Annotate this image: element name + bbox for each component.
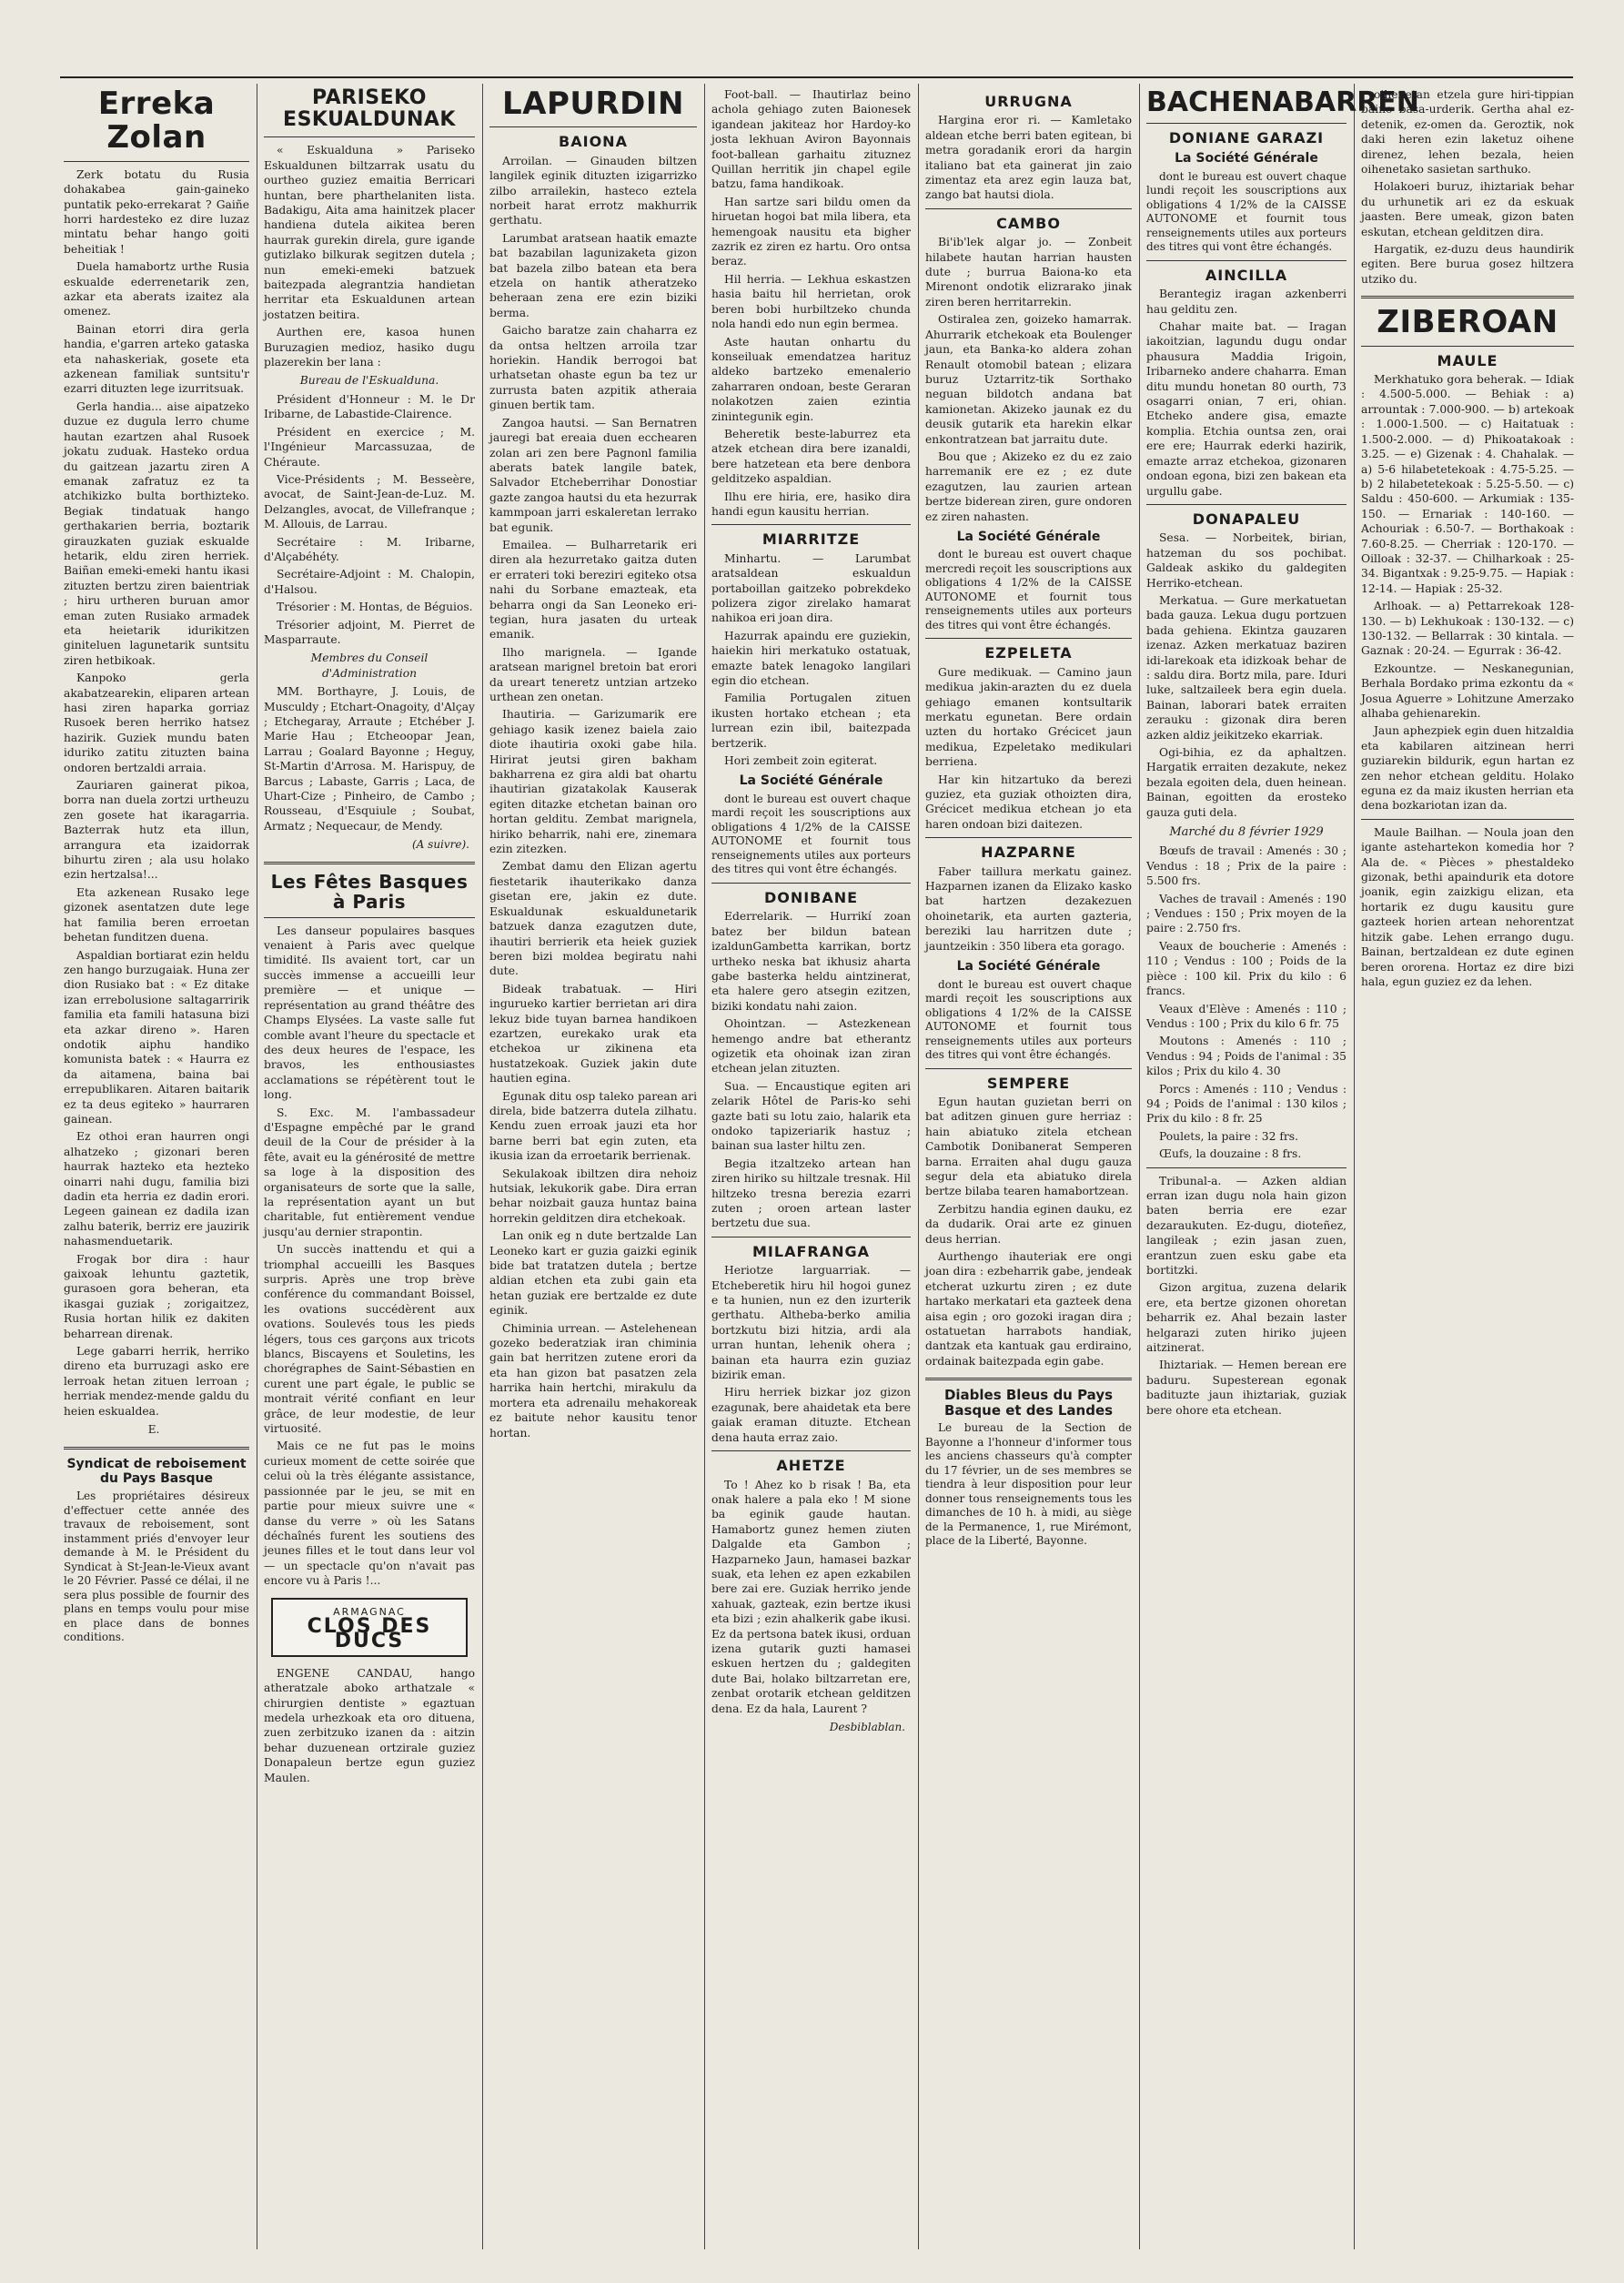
paragraph: Ohointzan. — Astezkenean hemengo andre bat etherantz ogizetik eta ohoinak izan ziran etchean jelan zituzten. bbox=[711, 1017, 911, 1076]
town-heading-baiona: BAIONA bbox=[559, 133, 628, 151]
paragraph: Duela hamabortz urthe Rusia eskualde ederrenetarik zen, azkar eta aberats izaitez ala omenez. bbox=[64, 260, 249, 318]
paragraph: Hori zembeit zoin egiterat. bbox=[724, 754, 878, 768]
paragraph: Berantegiz iragan azkenberri hau gelditu zen. bbox=[1146, 288, 1347, 316]
paragraph: Aspaldian bortiarat ezin heldu zen hango burzugaiak. Huna zer dion Rusiako bat : « Ez ditake izan errebolusione saltagarririk familia eta famili hatasuna bizi eta azkar direno ». Haren ondotik aiphu handiko komunista batek : « Haurra ez da aitamena, baina bai errepublikaren. Aitaren baitarik ez ta deus egiteko » haurraren gainean. bbox=[64, 948, 249, 1126]
paragraph: Eta azkenean Rusako lege gizonek asentatzen dute lege hat familia beren erroetan behetan funditzen duena. bbox=[64, 885, 249, 945]
town-heading-ahetze: AHETZE bbox=[776, 1457, 846, 1475]
article-title-erreka-zolan: Erreka Zolan bbox=[97, 86, 216, 157]
column-rule bbox=[704, 84, 705, 2249]
column-1 bbox=[64, 87, 249, 2253]
article-body bbox=[711, 909, 911, 1231]
town-heading-maule: MAULE bbox=[1437, 351, 1498, 369]
paragraph: Beheretik beste-laburrez eta atzek etchean dira bere izanaldi, bere hatzetean eta bere denbora gelditzeko aspaldian. bbox=[711, 427, 911, 486]
divider bbox=[1146, 504, 1347, 505]
paragraph: Egunak ditu osp taleko parean ari direla, bide batzerra dutela zilhatu. Kendu zuen erroak jauzi eta hor barne berri bat egin zuten, eta ikusia izan da erroetarik berrienak. bbox=[489, 1089, 697, 1163]
town-heading-donapaleu: DONAPALEU bbox=[1192, 510, 1301, 528]
paragraph: Zangoa hautsi. — San Bernatren jauregi bat ereaia duen ecchearen zolan ari zen bere Pagnonl familia aberats batek langile batek, Salvador Etcheberrihar Donostiar gazte zangoa hautsi du eta hezurrak kammpoan jarri eskaleretan lerrako bat egunik. bbox=[489, 416, 697, 534]
column-4 bbox=[711, 87, 911, 2253]
paragraph: Moutons : Amenés : 110 ; Vendus : 94 ; Poids de l'animal : 35 kilos ; Prix du kilo 4. 30 bbox=[1146, 1035, 1347, 1078]
divider bbox=[925, 837, 1132, 838]
town-heading-hazparne: HAZPARNE bbox=[981, 843, 1076, 862]
section-heading: Bureau de l'Eskualduna. bbox=[299, 374, 439, 388]
article-body bbox=[711, 1263, 911, 1445]
section-title-ziberoan: ZIBEROAN bbox=[1377, 304, 1558, 341]
paragraph: Sesa. — Norbeitek, birian, hatzeman du sos pochibat. Galdeak askiko du galdegiten Herriko-etchean. bbox=[1146, 531, 1347, 590]
paragraph: Ez othoi eran haurren ongi alhatzeko ; gizonari beren haurrak hazteko eta hezteko oinarri nahi dugu, familia bizi dadin eta herria ez dadin erori. Legeen gainean ez dadila izan zalhu baterik, berriz ere jauzirik nahasmenduetarik. bbox=[64, 1130, 249, 1248]
divider bbox=[1361, 296, 1574, 298]
divider bbox=[925, 638, 1132, 639]
paragraph: Ilho marignela. — Igande aratsean marignel bretoin bat erori da ureart teneretz untzian artzeko urthean zen onetan. bbox=[489, 645, 697, 704]
town-heading-milafranga: MILAFRANGA bbox=[752, 1242, 870, 1260]
article-body bbox=[489, 154, 697, 1318]
advertisement-armagnac bbox=[271, 1598, 468, 1657]
paragraph: « Eskualduna » Pariseko Eskualdunen biltzarrak usatu du ourtheo guziez emaitia Berricari huntan, bere pharthelaniten lista. Badakigu, Aita ama hainitzek placer handiena dutela aikitea beren haurrak gurekin direla, gure igande gutizlako bilkurak segitzen dutela ; nun emeki-emeki batzuek baitezpada alegrantzia handietan herritar eta Eskualdunen artean jostatzen beitira. bbox=[264, 144, 475, 321]
paragraph: Emailea. — Bulharretarik eri diren ala hezurretako gaitza duten er errateri toki bereziri egiteko otsa nahi du Sorbane emazteak, eta beharra ongi da San Leoneko eri-tegian, hura jasaten du urteak emanik. bbox=[489, 538, 697, 641]
column-2 bbox=[264, 87, 475, 2253]
notice-title-societe-generale: La Société Générale bbox=[956, 529, 1101, 544]
divider bbox=[711, 524, 911, 525]
maule-market-prices: Merkhatuko gora beherak. — Idiak : 4.500-5.000. — Behiak : a) arrountak : 7.000-900. — b) artekoak : 1.000-1.500. — c) Haitatuak : 1.500-2.000. — d) Phikoatakoak : 3.25. — e) Gizenak : 4. Chahalak. — a) 5-6 hilabetetekoak : 4.75-5.25. — b) 2 hilabetetekoak : 5.25-5.50. — c) Saldu : 450-600. — Arkumiak : 135-150. — Ernariak : 140-160. — Achouriak : 6.50-7. — Borthakoak : 7.60-8.25. — Cherriak : 120-170. — Oilloak : 32-37. — Chilharkoak : 25-34. Bigantxak : 9.25-9.75. — Hapiak : 12-14. — Hapiak : 25-32. bbox=[1361, 373, 1574, 595]
dentist-notice: ENGENE CANDAU, hango atheratzale aboko arthatzale « chirurgien dentiste » egaztuan medela urhezkoak eta oro dituena, zuen zerbitzuko izanen da : aitzin behar duzuenean ortzirale guziez Donapaleun bertze egun guziez Maulen. bbox=[264, 1666, 475, 1784]
article-body bbox=[64, 167, 249, 1419]
paragraph: Zembat damu den Elizan agertu fiestetarik ihauterikako danza gisetan ere, jakin ez dute. Eskualdunak eskualdunetarik batzuek danza ezagutzen dute, ihautiri berrierik eta heiek guziek beren bizi moldea begiratu nahi dute. bbox=[489, 860, 697, 978]
paragraph: Gizon argitua, zuzena delarik ere, eta bertze gizonen ohoretan beharrik ez. Ahal bezain laster helgarazi zuten hiriko jujeen aitzinerat. bbox=[1146, 1281, 1347, 1355]
article-body bbox=[1361, 87, 1574, 287]
article-body bbox=[711, 87, 911, 519]
divider bbox=[264, 136, 475, 137]
paragraph: Egun hautan guzietan berri on bat aditzen ginuen gure herriaz : hain abiatuko zitela etchean Cambotik Donibanerat Semperen barna. Erraiten ahal dugu gauza segur dela eta abiatuko direla bertze bilaba tearen hamabortzean. bbox=[925, 1095, 1132, 1198]
paragraph: Tribunal-a. — Azken aldian erran izan dugu nola hain gizon baten berria ere ezar dezaraukuten. Ez-dugu, dioteñez, langileak ; ezin jasan zuen, erantzun zuen esku gabe eta bortitzki. bbox=[1146, 1174, 1347, 1277]
paragraph: Bou que ; Akizeko ez du ez zaio harremanik ere ez ; ez dute ezagutzen, lau zaurien artean bertze biderean ziren, gure ondoren ez ziren nahasten. bbox=[925, 450, 1132, 523]
divider bbox=[1361, 346, 1574, 347]
paragraph: Zerbitzu handia eginen dauku, ez da dudarik. Orai arte ez ginuen deus herrian. bbox=[925, 1202, 1132, 1246]
paragraph: Secrétaire-Adjoint : M. Chalopin, d'Halsou. bbox=[264, 568, 475, 596]
town-heading-sempere: SEMPERE bbox=[986, 1074, 1071, 1092]
paragraph: Secrétaire : M. Iribarne, d'Alçabéhéty. bbox=[264, 535, 475, 563]
paragraph: Bideak trabatuak. — Hiri ingurueko kartier berrietan ari dira lekuz bide tuyan barnea handikoen ezartzen, eurekako urak eta etchekoa ur zikinena eta hustatzekoak. Guziek jakin dute hautien egina. bbox=[489, 982, 697, 1086]
paragraph: Sua. — Encaustique egiten ari zelarik Hôtel de Paris-ko sehi gazte bati su lotu zaio, halarik eta ondoko tapizeriarik hastuz ; bainan sua laster hiltu zen. bbox=[711, 1079, 911, 1153]
paragraph: Poulets, la paire : 32 frs. bbox=[1159, 1129, 1299, 1143]
notice-body-reboisement: Les propriétaires désireux d'effectuer cette année des travaux de reboisement, sont instamment priés d'envoyer leur demande à M. le Président du Syndicat à St-Jean-le-Vieux avant le 20 Février. Passé ce délai, il ne sera plus possible de fournir des plans en temps voulu pour mise en place dans de bonnes conditions. bbox=[64, 1490, 249, 1644]
section-heading: Membres du Conseil d'Administration bbox=[310, 652, 429, 680]
paragraph: Hiru herriek bizkar joz gizon ezagunak, bere ahaidetak eta bere gaiak eraman dituzte. Etchean dena hauta erraz zaio. bbox=[711, 1386, 911, 1444]
divider bbox=[1146, 1167, 1347, 1168]
paragraph: Zerk botatu du Rusia dohakabea gain-gaineko puntatik peko-errekarat ? Gaiñe horri hardesteko ez dire luzaz mintatu behar hango goiti beheitiak ! bbox=[64, 167, 249, 256]
paragraph: Foot-ball. — Ihautirlaz beino achola gehiago zuten Baionesek igandean jakiteaz hor Hardoy-ko josta lekhuan Aviron Bayonnais foot-ballean garhaitu zituznez Quillan herritik jin chapel egile batzu, fama handikoak. bbox=[711, 88, 911, 191]
ahetze-article: To ! Ahez ko b risak ! Ba, eta onak halere a pala eko ! M sione ba eginik gaude hautan. Hamabortz gunez hemen ziuten Dalgalde eta Gambon ; Hazparneko Jaun, hamasei bazkar suak, eta lehen ez apen ezkabilen bere zai ere. Guziak herriko jende xahuak, gazteak, ezin bertze ikusi eta bizi ; ezin ahalkerik gabe ikusi. Ez da pertsona batek ikusi, orduan izena gutarik guzti hamasei eskuen hertzen du ; galdegiten dute Bai, holako biltzarretan ere, zenbat orotarik etchean gelditzen dena. Ez da hala, Laurent ? bbox=[711, 1478, 911, 1715]
column-6 bbox=[1146, 86, 1419, 2253]
paragraph: Trésorier adjoint, M. Pierret de Masparraute. bbox=[264, 618, 475, 646]
paragraph: Bœufs de travail : Amenés : 30 ; Vendus : 18 ; Prix de la paire : 5.500 frs. bbox=[1146, 844, 1347, 888]
paragraph: Aste hautan onhartu du konseiluak emendatzea harituz aldeko bartzeko emenalerio zaharraren ondoan, beste Geraran nolakotzen zaien ezintia zinintegunik egin. bbox=[711, 335, 911, 423]
maule-bailhan-article: Maule Bailhan. — Noula joan den igante astehartekon komedia hor ? Ala de. « Pièces » phestaldeko gizonak, bethi apaindurik eta dotore joanik, egin zaizkigu elizan, eta hortarik ez dugu kausitu gure gazteek horien artean nehorentzat hitzik gabe. Lehen errango dugu. Bainan, bertzaldean ez dute eginen beren ororena. Hortaz ez dire bizi hala, egun guziez ez da lehen. bbox=[1361, 825, 1574, 988]
column-rule bbox=[1139, 84, 1140, 2249]
paragraph: Ogi-bihia, ez da aphaltzen. Hargatik erraiten dezakute, nekez bezala egoiten dela, duen heinean. Bainan, egoitten da erosteko gauza guti dela. bbox=[1146, 746, 1347, 819]
notice-title-diables-bleus: Diables Bleus du Pays Basque et des Landes bbox=[943, 1387, 1114, 1419]
divider bbox=[64, 161, 249, 162]
conseil-list: MM. Borthayre, J. Louis, de Musculdy ; Etchart-Onagoity, d'Alçay ; Etchegaray, Arraute ; Etchéber J. Marie Hau ; Etcheoopar Jean, Larrau ; Goalard Bayonne ; Heguy, St-Martin d'Arrosa. M. Harispuy, de Barcus ; Labaste, Garris ; Laca, de Uhart-Cize ; Pinheiro, de Cambo ; Rousseau, d'Esquiule ; Soubat, Armatz ; Nequecaur, de Mendy. bbox=[264, 685, 475, 833]
paragraph: Président en exercice ; M. l'Ingénieur Marcassuzaa, de Chéraute. bbox=[264, 425, 475, 469]
paragraph: Œufs, la douzaine : 8 frs. bbox=[1159, 1147, 1302, 1161]
paragraph: Chahar maite bat. — Iragan iakoitzian, lagundu dugu ondar phausura Maddia Irigoin, Iribarneko andere chaharra. Eman ditu mundu honetan 80 ourth, 73 osagarri onian, 7 eri, ohian. Etcheko andere gisa, emazte komplia. Etchia ountsa zen, orai ere ere; Haurrak ederki hazirik, emazte arraz etchekoa, gizonaren ondoan egona, bizi zen bakean eta urgullu gabe. bbox=[1146, 320, 1347, 498]
paragraph: Hazurrak apaindu ere guziekin, haiekin hiri merkatuko ostatuak, emazte batek lenagoko langilari egin dio etchean. bbox=[711, 629, 911, 688]
divider bbox=[264, 862, 475, 864]
article-body bbox=[1146, 287, 1347, 499]
divider bbox=[1146, 260, 1347, 261]
article-body bbox=[925, 1095, 1132, 1369]
paragraph: Aurthengo ihauteriak ere ongi joan dira : ezbeharrik gabe, jendeak etcherat uzkurtu ziren ; ez dute hartako merkatari eta gazteek dena aisa egin ; oro gozoki iragan dira ; ostatuetan harrabots handiak, dantzak eta kantuak gau erdiraino, ordainak baitezpada egin gabe. bbox=[925, 1249, 1132, 1368]
article-body bbox=[1146, 530, 1347, 820]
paragraph: Ilhu ere hiria, ere, hasiko dira handi egun kausitu herrian. bbox=[711, 490, 911, 518]
paragraph: Gure medikuak. — Camino jaun medikua jakin-arazten du ez duela gehiago emanen kontsultarik merkatu egunetan. Bere ordain uzten du hortako Grécicet jaun medikua, Ezpeletako medikulari berriena. bbox=[925, 665, 1132, 769]
divider bbox=[925, 208, 1132, 209]
town-heading-donibane: DONIBANE bbox=[763, 888, 859, 906]
article-body bbox=[711, 551, 911, 769]
to-be-continued: (A suivre). bbox=[412, 838, 469, 852]
article-body bbox=[264, 143, 475, 369]
urrugna-article: Hargina eror ri. — Kamletako aldean etche berri baten egitean, bi metra goradanik erori da hargin italiano bat eta gainerat jin zaio zimentaz eta arez egin lauza bat, zango bat hautsi diola. bbox=[925, 114, 1132, 202]
notice-title-societe-generale: La Société Générale bbox=[1175, 151, 1318, 167]
paragraph: Bainan etorri dira gerla handia, e'garren arteko gataska eta nahaskeriak, gosete eta azkenean familiak suntsitu'r ezarri dituzten lege izurritsuak. bbox=[64, 322, 249, 396]
paragraph: Veaux de boucherie : Amenés : 110 ; Vendus : 100 ; Poids de la pièce : 100 kil. Prix du kilo : 6 francs. bbox=[1146, 939, 1347, 998]
article-body bbox=[925, 235, 1132, 524]
paragraph: Han sartze sari bildu omen da hiruetan hogoi bat mila libera, eta hemengoak nausitu eta bigher zazrik ez ziren ez hartu. Oro ontsa beraz. bbox=[711, 195, 911, 268]
article-body bbox=[264, 924, 475, 1589]
paragraph: Har kin hitzartuko da berezi guziez, eta guziak othoizten dira, Grécicet medikua etchean jo eta haren ondoan bizi daitezen. bbox=[925, 773, 1132, 831]
paragraph: Veaux d'Elève : Amenés : 110 ; Vendus : 100 ; Prix du kilo 6 fr. 75 bbox=[1146, 1002, 1347, 1030]
paragraph: Gaicho baratze zain chaharra ez da ontsa heltzen arroila tzar horiekin. Handik berrogoi bat urhatsetan ohaste egun ba tez ur zurrusta baten azpitik atheraia ginuen bertik tam. bbox=[489, 324, 697, 412]
signature: E. bbox=[147, 1423, 160, 1437]
paragraph: Larumbat aratsean haatik emazte bat bazabilan lagunizaketa gizon bat bazela zilbo batean eta bera etzela on hantik atheratzeko beheraan zena ere ezin biziki berma. bbox=[489, 231, 697, 319]
article-title-pariseko-eskualdunak: PARISEKO ESKUALDUNAK bbox=[283, 86, 456, 132]
town-heading-urrugna: URRUGNA bbox=[984, 93, 1073, 110]
notice-body-societe-generale: dont le bureau est ouvert chaque mercredi reçoit les souscriptions aux obligations 4 1/2% de la CAISSE AUTONOME et fournit tous renseignements utiles aux porteurs des titres qui vont être échangés. bbox=[925, 548, 1132, 631]
paragraph: Lege gabarri herrik, herriko direno eta burruzagi asko ere lerroak hetan zituen lerroan ; herriak mendez-mende galdu du heien eskualdea. bbox=[64, 1345, 249, 1418]
section-title-lapurdin: LAPURDIN bbox=[501, 86, 684, 122]
paragraph: Zauriaren gainerat pikoa, borra nan duela zortzi urtheuzu zen gosete hat ikaragarria. Bazterrak hutz eta illun, arrangura eta izaidorrak bihurtu ziren ; ala usu holako ezin hertzalsa!... bbox=[64, 779, 249, 882]
market-report-title: Marché du 8 février 1929 bbox=[1169, 825, 1324, 840]
arlhoak-prices: Arlhoak. — a) Pettarrekoak 128-130. — b) Lekhukoak : 130-132. — c) 130-132. — Bellarrak : 30 kintala. — Gaznak : 20-24. — Egurrak : 36-42. bbox=[1361, 600, 1574, 658]
paragraph: Heriotze larguarriak. — Etcheberetik hiru hil hogoi gunez e ta hunien, nun ez den izurterik gerthatu. Altheba-berko amilia bortzkutu bizi hitzia, ardi ala urran huntan, lehenik ohera ; bainan eta haurra ezin guziaz bizirik eman. bbox=[711, 1264, 911, 1382]
paragraph: Begia itzaltzeko artean han ziren hiriko su hiltzale tresnak. Hil hiltzeko tresna berezia ezarri zuten ; oroen artean laster bertzetu due sua. bbox=[711, 1157, 911, 1230]
paragraph: Mais ce ne fut pas le moins curieux moment de cette soirée que celui où la très élégante assistance, passionnée par le jeu, se mit en partie pour mieux suivre une « danse du verre » où les Satans déchaînés furent les soutiens des jeunes filles et le tout dans leur vol — un spectacle qu'on n'avait pas encore vu à Paris !... bbox=[264, 1440, 475, 1588]
paragraph: Ihautiria. — Garizumarik ere gehiago kasik izenez baiela zaio diote ihautiria oxoki gabe hila. Hirirat jeutsi giren bakham bakharrena ez gira aldi bat ohartu ihautirian gizatakolak Kauserak egiten ditazke etchetan bainan oro hortan gelditu. Zembat marignela, hiriko beharrik, nahi ere, zinemara ezin zitezken. bbox=[489, 708, 697, 856]
paragraph: Arroilan. — Ginauden biltzen langilek eginik dituzten izigarrizko zilbo arrailekin, hasteco eztela norbeit harat errotz makhurrik gerthatu. bbox=[489, 154, 697, 227]
paragraph: Un succès inattendu et qui a triomphal accueilli les Basques surpris. Après une trop brève conférence du commandant Boissel, les ovations succédèrent aux ovations. Soulevés tous les pieds légers, tous ces garçons aux tricots blancs, Biscayens et Souletins, les chorégraphes de Saint-Sébastien en curent une part égale, le public se montrait vérité confiant en leur grâce, de leur modestie, de leur virtuosité. bbox=[264, 1243, 475, 1436]
chiminia-article: Chiminia urrean. — Astelehenean gozeko bederatziak iran chiminia gain bat herritzen zutene erori da eta han gizon bat pasatzen zela harrika hain hertchi, mirakulu da mortera eta adrenailu mehakoreak ez baitute nehor kausitu tenor hortan. bbox=[489, 1321, 697, 1440]
divider bbox=[925, 1378, 1132, 1380]
paragraph: Vice-Présidents ; M. Besseère, avocat, de Saint-Jean-de-Luz. M. Delzangles, avocat, de Villefranque ; M. Allouis, de Larrau. bbox=[264, 472, 475, 531]
paragraph: Minhartu. — Larumbat aratsaldean eskualdun portaboillan gaitzeko pobrekdeko polizera zigor zirelako hamarat nahikoa eri joan dira. bbox=[711, 551, 911, 625]
paragraph: Familia Portugalen zituen ikusten hortako etchean ; eta lurrean ezin ibil, baitezpada bertzerik. bbox=[711, 692, 911, 750]
paragraph: Frogak bor dira : haur gaixoak lehuntu gaztetik, gurasoen gora beheran, eta ikasgai guziak ; zorigaitzez, Rusia hortan hilik ez dakiten beharrean direnak. bbox=[64, 1252, 249, 1340]
divider bbox=[711, 883, 911, 884]
notice-body-societe-generale: dont le bureau est ouvert chaque mardi reçoit les souscriptions aux obligations 4 1/2% de la CAISSE AUTONOME et fournit tous renseignements utiles aux porteurs des titres qui vont être échangés. bbox=[711, 792, 911, 876]
bureau-list bbox=[264, 392, 475, 648]
ad-brand: CLOS DES DUCS bbox=[307, 1614, 432, 1653]
column-rule bbox=[1354, 84, 1355, 2249]
article-title-fetes-basques: Les Fêtes Basques à Paris bbox=[270, 870, 469, 913]
ad-label: ARMAGNAC bbox=[333, 1605, 406, 1618]
paragraph: Lan onik eg n dute bertzalde Lan Leoneko kart er guzia gaizki eginik bide bat tratatzen dutela ; bertze aldian etchen eta zubi gain eta hetan guziak ere bertzalde ez dute eginik. bbox=[489, 1229, 697, 1318]
notice-body-societe-generale: dont le bureau est ouvert chaque mardi reçoit les souscriptions aux obligations 4 1/2% de la CAISSE AUTONOME et fournit tous renseignements utiles aux porteurs des titres qui vont être échangés. bbox=[925, 977, 1132, 1061]
divider bbox=[64, 1447, 249, 1450]
paragraph: Ihiztariak. — Hemen berean ere baduru. Supesterean egonak badituzte jaun ihiztariak, guziak bere ohore eta etchean. bbox=[1146, 1359, 1347, 1417]
column-5 bbox=[925, 87, 1132, 2253]
paragraph: Ederrelarik. — Hurrikí zoan batez ber bildun batean izaldunGambetta karrikan, bortz urtheko neska bat ikhusiz aharta gabe basterka heldu aintzinerat, eta halere gero atsegin ezitzen, biziki kondatu nahi zaion. bbox=[711, 910, 911, 1013]
divider bbox=[1146, 123, 1347, 124]
notice-title-societe-generale: La Société Générale bbox=[956, 959, 1101, 975]
notice-title-societe-generale: La Société Générale bbox=[739, 773, 883, 789]
divider bbox=[264, 917, 475, 918]
paragraph: Bi'ib'lek algar jo. — Zonbeit hilabete hautan harrian hausten dute ; burrua Baiona-ko eta Mirenont ondotik elizrarako jinak ziren beren herritarrekin. bbox=[925, 236, 1132, 308]
town-heading-miarritze: MIARRITZE bbox=[762, 530, 861, 549]
paragraph: Ostiralea zen, goizeko hamarrak. Ahurrarik etchekoak eta Boulenger jaun, eta Banka-ko aldera zohan Renault otomobil batean ; elizara buruz Uztarritz-tik Sorthako neguan bildotch andana bat kamionetan. Akizeko jaunak ez du deusik gutarik eta harekin elkar enkontratzean bat jarraitu dute. bbox=[925, 313, 1132, 446]
divider bbox=[1361, 819, 1574, 820]
paragraph: Gerla handia... aise aipatzeko duzue ez dugula lerro chume hautan ezartzen ahal Rusoek jokatu zuduak. Hasteko ordua du gaitzean jazartu ziren A emanak zafratuz ez ta atchikizko bulta borthizteko. Begiak tindatuak hango gerthakarien berria, boztarik girauzkaten guziak eskualde hetarik, eldu ziren herriek. Baiñan emeki-emeki hantu ikasi zituzten bertzu ziren baientriak ; hiru urtheren buruan amor eman zuten Rusiako armadek eta heietarik idurikitzen giniteluen lagunetarik suntsitu ziren hetbikoak. bbox=[64, 399, 249, 667]
town-heading-aincilla: AINCILLA bbox=[1205, 266, 1288, 284]
notice-body-societe-generale: dont le bureau est ouvert chaque lundi reçoit les souscriptions aux obligations 4 1/2% de la CAISSE AUTONOME et fournit tous renseignements utiles aux porteurs des titres qui vont être échangés. bbox=[1146, 169, 1347, 254]
ezkontze-article-2: Jaun aphezpiek egin duen hitzaldia eta kabilaren aitzinean herri guziarekin bildurik, egun hartan ez zen nehor etchean gelditu. Holako eguna ez da maiz ikusten herrian eta dena bozkariotan izan da. bbox=[1361, 724, 1574, 813]
town-heading-ezpeleta: EZPELETA bbox=[984, 644, 1073, 662]
article-body bbox=[925, 665, 1132, 832]
paragraph: Porcs : Amenés : 110 ; Vendus : 94 ; Poids de l'animal : 130 kilos ; Prix du kilo : 8 fr. 25 bbox=[1146, 1082, 1347, 1126]
paragraph: Vaches de travail : Amenés : 190 ; Vendues : 150 ; Prix moyen de la paire : 2.750 frs. bbox=[1146, 892, 1347, 935]
paragraph: Hargatik, ez-duzu deus haundirik egiten. Bere burua gosez hiltzera utziko du. bbox=[1361, 243, 1574, 286]
column-7 bbox=[1361, 87, 1574, 2253]
divider bbox=[489, 126, 697, 127]
paragraph: Président d'Honneur : M. le Dr Iribarne, de Labastide-Clairence. bbox=[264, 392, 475, 421]
paragraph: Aurthen ere, kasoa hunen Buruzagien medioz, hasiko dugu plazerekin ber lana : bbox=[264, 326, 475, 369]
paragraph: Les danseur populaires basques venaient à Paris avec quelque timidité. Ils avaient tort, car un succès immense a accueilli leur première — et unique — représentation au grand théâtre des Champs Elysées. La vaste salle fut comble avant l'heure du spectacle et des deux heures de l'espace, les bravos, les enthousiastes acclamations se répétèrent tout le long. bbox=[264, 924, 475, 1102]
divider bbox=[925, 1068, 1132, 1069]
hazparne-article: Faber taillura merkatu gainez. Hazparnen izanen da Elizako kasko bat hartzen dezakezuen ohoinetarik, eta aurten gazteria, bereziki lau harritzen dute ; jauntzeikin : 350 libera eta gorago. bbox=[925, 864, 1132, 953]
column-rule bbox=[482, 84, 483, 2249]
town-heading-doniane-garazi: DONIANE GARAZI bbox=[1168, 129, 1325, 146]
notice-title-reboisement: Syndicat de reboisement du Pays Basque bbox=[66, 1456, 247, 1486]
section-title-bachenabarren: BACHENABARREN bbox=[1146, 86, 1419, 118]
market-report bbox=[1146, 843, 1347, 1161]
town-heading-cambo: CAMBO bbox=[996, 214, 1061, 232]
top-rule bbox=[60, 76, 1573, 78]
paragraph: S. Exc. M. l'ambassadeur d'Espagne empêché par le grand deuil de la Cour de présider à la fête, avait eu la générosité de mettre sa loge à la disposition des organisateurs de sorte que la salle, la représentation ayant un but charitable, fut entièrement vendue jusqu'au dernier strapontin. bbox=[264, 1106, 475, 1238]
paragraph: Holakoeri buruz, ihiztariak behar du urhunetik ari ez da eskuak jaasten. Bere umeak, gizon baten eskutan, etchean gelditzen dira. bbox=[1361, 180, 1574, 238]
paragraph: Merkatua. — Gure merkatuetan bada gauza. Lekua dugu portzuen bada gehiena. Ekintza gauzaren izenaz. Azken merkatuaz baziren idi-larekoak eta idizkoak behar de : saldu dira. Bortz mila, pare. Iduri luke, saltzaileek bera egin duela. Bainan, laborari batek erraiten zerauku : gizonak dira beren azken aldiz jeikitzeko ekarriak. bbox=[1146, 593, 1347, 742]
paragraph: Hil herria. — Lekhua eskastzen hasia baitu hil herrietan, orok beren bobi hurbiltzeko chunda nola handi edo nun egin bermea. bbox=[711, 272, 911, 331]
column-3 bbox=[489, 87, 697, 2253]
divider bbox=[711, 1450, 911, 1451]
signature: Desbiblablan. bbox=[829, 1721, 905, 1733]
article-body bbox=[1146, 1174, 1347, 1419]
paragraph: Trésorier : M. Hontas, de Béguios. bbox=[277, 601, 473, 614]
column-rule bbox=[918, 84, 919, 2249]
paragraph: Sekulakoak ibiltzen dira nehoiz hutsiak, lekukorik gabe. Dira erran behar noizbait gauza huntaz baina horrekin gelditzen dira etchekoak. bbox=[489, 1167, 697, 1225]
paragraph: oihenetan etzela gure hiri-tippian baino basa-urderik. Gertha ahal ez-detenik, ez-omen da. Geroztik, nok daki heren ezin laketuz oihene direnez, lehen bezala, heien oihenetako sasietan sarthuko. bbox=[1361, 88, 1574, 177]
notice-body-diables-bleus: Le bureau de la Section de Bayonne a l'honneur d'informer tous les anciens chasseurs qu'à compter du 17 février, un de ses membres se tiendra à leur disposition pour leur donner tous renseignements tous les dimanches de 10 h. à midi, au siège de la Permanence, 1, rue Mirémont, place de la Liberté, Bayonne. bbox=[925, 1421, 1132, 1548]
paragraph: Kanpoko gerla akabatzearekin, eliparen artean hasi ziren haparka gorriaz Rusoek beren herriko hatsez hazirik. Guziek mundu baten iduriko zatitu zituzten baina ondoren bertzaldi arraia. bbox=[64, 672, 249, 774]
ezkontze-article: Ezkountze. — Neskanegunian, Berhala Bordako prima ezkontu da « Josua Aguerre » Lohitzune Amerzako alhaba gehienarekin. bbox=[1361, 662, 1574, 721]
